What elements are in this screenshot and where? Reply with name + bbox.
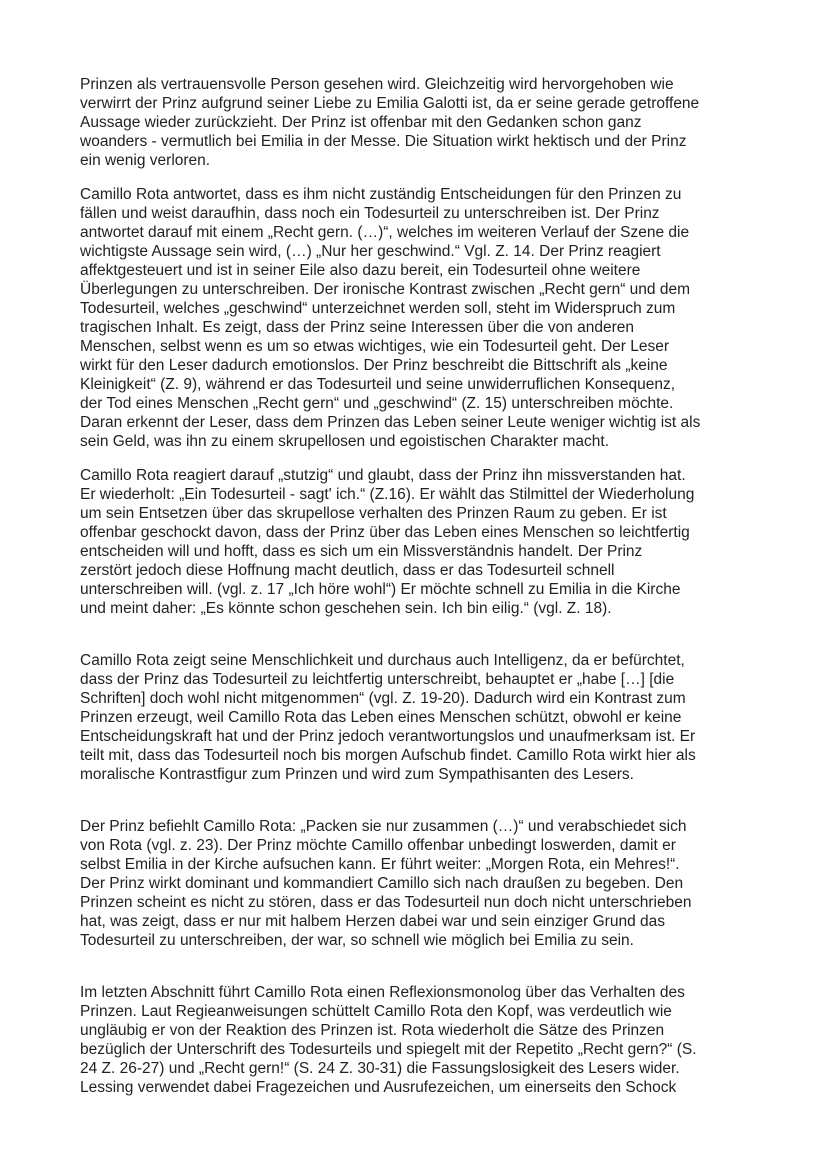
document-page [80,75,755,1097]
paragraph-6: Im letzten Abschnitt führt Camillo Rota einen Reflexionsmonolog über das Verhalten des Prinzen. Laut Regieanweisungen schüttelt Camillo Rota den Kopf, was verdeutlich wie ungläubig er von der Reaktion des Prinzen ist. Rota wiederholt die Sätze des Prinzen bezüglich der Unterschrift des Todesurteils und spiegelt mit der Repetito „Recht gern?“ (S. 24 Z. 26-27) und „Recht gern!“ (S. 24 Z. 30-31) die Fassungslosigkeit des Lesers wider. Lessing verwendet dabei Fragezeichen und Ausrufezeichen, um einerseits den Schock [80,984,697,1096]
paragraph-5: Der Prinz befiehlt Camillo Rota: „Packen sie nur zusammen (…)“ und verabschiedet sich von Rota (vgl. z. 23). Der Prinz möchte Camillo offenbar unbedingt loswerden, damit er selbst Emilia in der Kirche aufsuchen kann. Er führt weiter: „Morgen Rota, ein Mehres!“. Der Prinz wirkt dominant und kommandiert Camillo sich nach draußen zu begeben. Den Prinzen scheint es nicht zu stören, dass er das Todesurteil nun doch nicht unterschrieben hat, was zeigt, dass er nur mit halbem Herzen dabei war und sein einziger Grund das Todesurteil zu unterschreiben, der war, so schnell wie möglich bei Emilia zu sein. [80,818,692,949]
paragraph-4: Camillo Rota zeigt seine Menschlichkeit und durchaus auch Intelligenz, da er befürchtet, dass der Prinz das Todesurteil zu leichtfertig unterschreibt, behauptet er „habe […] [die Schriften] doch wohl nicht mitgenommen“ (vgl. Z. 19-20). Dadurch wird ein Kontrast zum Prinzen erzeugt, weil Camillo Rota das Leben eines Menschen schützt, obwohl er keine Entscheidungskraft hat und der Prinz jedoch verantwortungslos und unaufmerksam ist. Er teilt mit, dass das Todesurteil noch bis morgen Aufschub findet. Camillo Rota wirkt hier als moralische Kontrastfigur zum Prinzen und wird zum Sympathisanten des Lesers. [80,652,696,783]
paragraph-2: Camillo Rota antwortet, dass es ihm nicht zuständig Entscheidungen für den Prinzen zu fällen und weist daraufhin, dass noch ein Todesurteil zu unterschreiben ist. Der Prinz antwortet darauf mit einem „Recht gern. (…)“, welches im weiteren Verlauf der Szene die wichtigste Aussage sein wird, (…) „Nur her geschwind.“ Vgl. Z. 14. Der Prinz reagiert affektgesteuert und ist in seiner Eile also dazu bereit, ein Todesurteil ohne weitere Überlegungen zu unterschreiben. Der ironische Kontrast zwischen „Recht gern“ und dem Todesurteil, welches „geschwind“ unterzeichnet werden soll, steht im Widerspruch zum tragischen Inhalt. Es zeigt, dass der Prinz seine Interessen über die von anderen Menschen, selbst wenn es um so etwas wichtiges, wie ein Todesurteil geht. Der Leser wirkt für den Leser dadurch emotionslos. Der Prinz beschreibt die Bittschrift als „keine Kleinigkeit“ (Z. 9), während er das Todesurteil und seine unwiderruflichen Konsequenz, der Tod eines Menschen „Recht gern“ und „geschwind“ (Z. 15) unterschreiben möchte. Daran erkennt der Leser, dass dem Prinzen das Leben seiner Leute weniger wichtig ist als sein Geld, was ihn zu einem skrupellosen und egoistischen Charakter macht. [80,186,701,450]
paragraph-1: Prinzen als vertrauensvolle Person gesehen wird. Gleichzeitig wird hervorgehoben wie verwirrt der Prinz aufgrund seiner Liebe zu Emilia Galotti ist, da er seine gerade getroffene Aussage wieder zurückzieht. Der Prinz ist offenbar mit den Gedanken schon ganz woanders - vermutlich bei Emilia in der Messe. Die Situation wirkt hektisch und der Prinz ein wenig verloren. [80,76,700,169]
paragraph-3: Camillo Rota reagiert darauf „stutzig“ und glaubt, dass der Prinz ihn missverstanden hat. Er wiederholt: „Ein Todesurteil - sagt' ich.“ (Z.16). Er wählt das Stilmittel der Wiederholung um sein Entsetzen über das skrupellose verhalten des Prinzen Raum zu geben. Er ist offenbar geschockt davon, dass der Prinz über das Leben eines Menschen so leichtfertig entscheiden will und hofft, dass es sich um ein Missverständnis handelt. Der Prinz zerstört jedoch diese Hoffnung macht deutlich, dass er das Todesurteil schnell unterschreiben will. (vgl. z. 17 „Ich höre wohl“) Er möchte schnell zu Emilia in die Kirche und meint daher: „Es könnte schon geschehen sein. Ich bin eilig.“ (vgl. Z. 18). [80,467,695,617]
